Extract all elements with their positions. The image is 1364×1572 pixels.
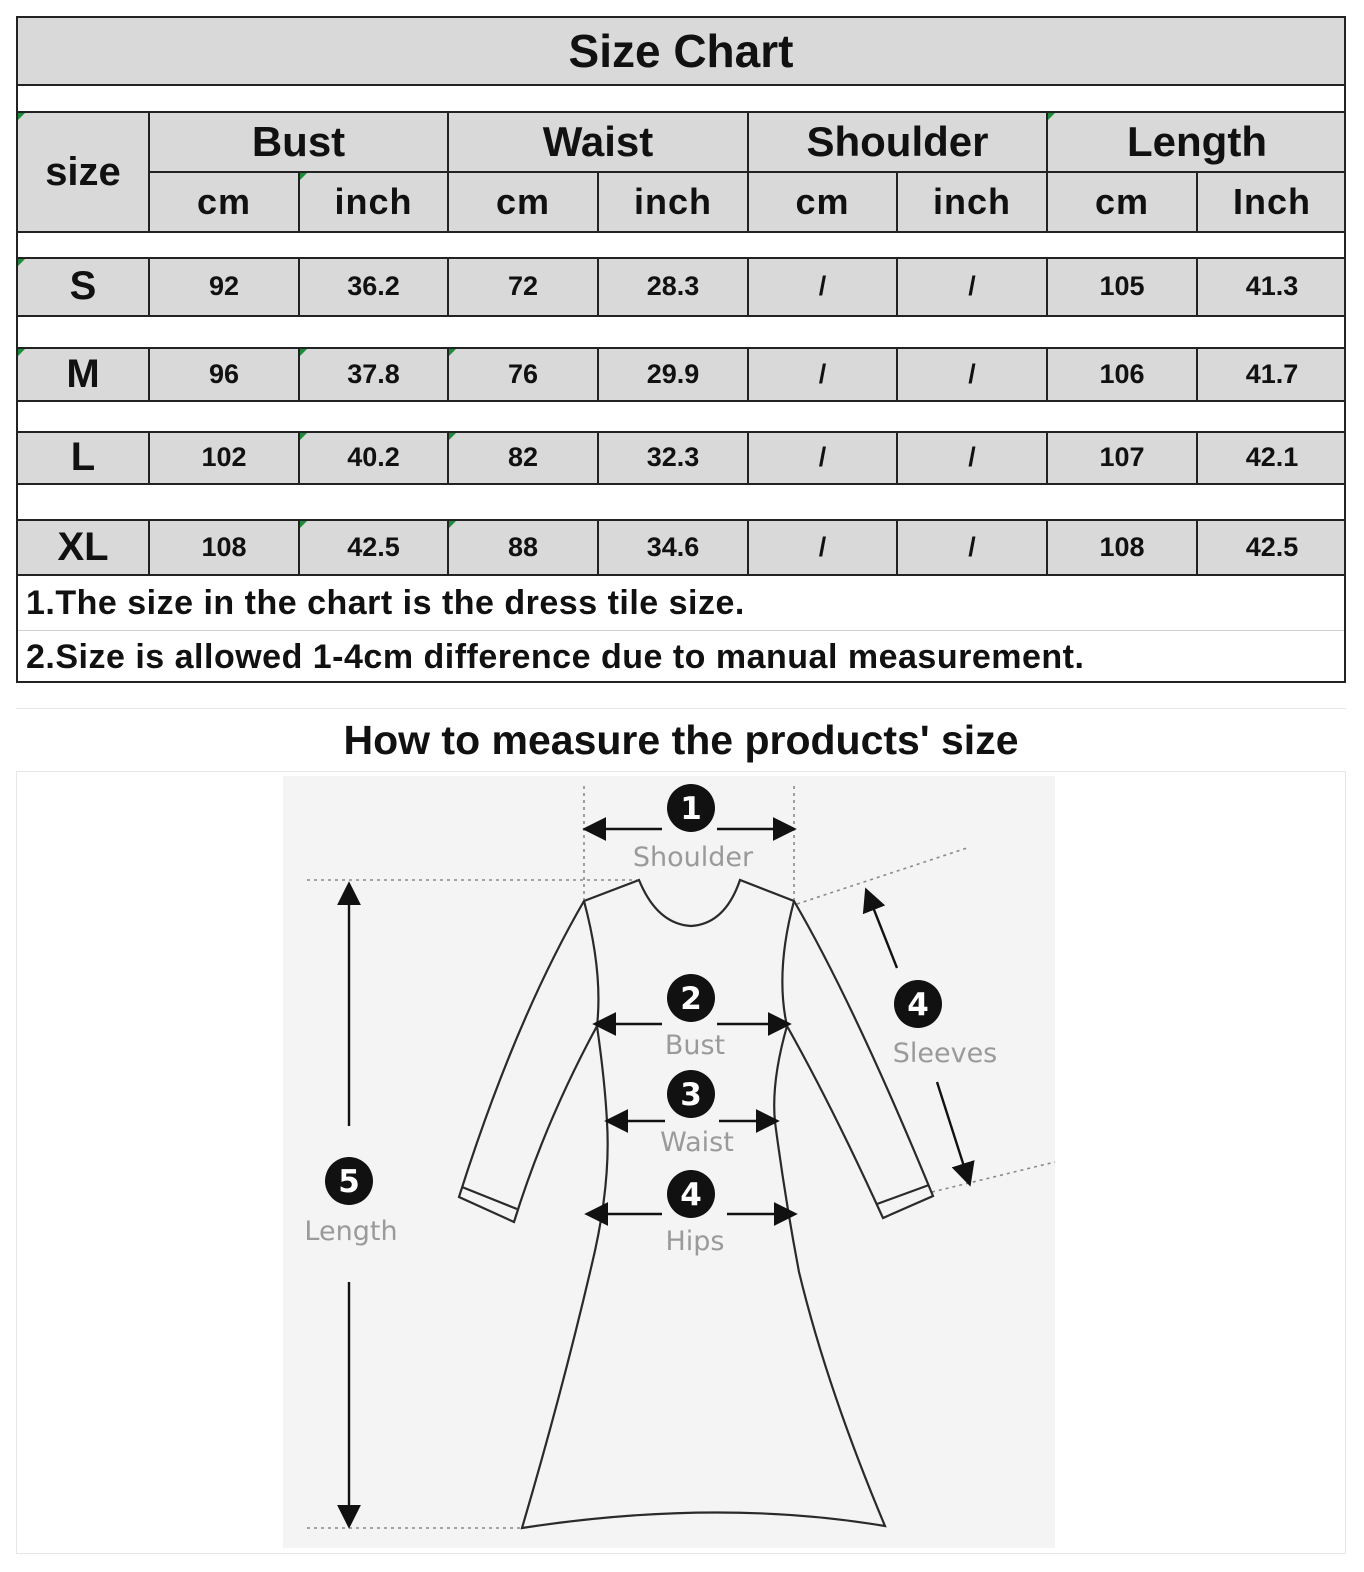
badge-hips-icon xyxy=(667,1170,715,1218)
measurement-diagram xyxy=(16,772,1346,1554)
unit-length-inch: Inch xyxy=(1232,181,1311,222)
header-size: size xyxy=(45,149,121,194)
header-bust: Bust xyxy=(251,118,346,165)
table-cell: 105 xyxy=(1099,271,1145,301)
how-to-measure-title: How to measure the products' size xyxy=(16,708,1346,772)
unit-waist-cm: cm xyxy=(495,181,551,222)
table-cell: / xyxy=(968,271,976,301)
table-cell: 96 xyxy=(208,358,240,389)
table-cell: 34.6 xyxy=(646,531,700,562)
table-cell: 107 xyxy=(1099,442,1145,472)
label-shoulder: Shoulder xyxy=(632,842,754,873)
table-cell: 36.2 xyxy=(347,271,400,301)
table-cell: 37.8 xyxy=(347,358,400,389)
row-size-label: S xyxy=(69,264,97,308)
row-size-label: L xyxy=(70,435,96,479)
table-cell: 82 xyxy=(507,442,539,472)
table-cell: 29.9 xyxy=(646,358,700,389)
unit-length-cm: cm xyxy=(1094,181,1150,222)
table-cell: 108 xyxy=(1099,531,1145,562)
table-cell: 106 xyxy=(1099,358,1145,389)
table-cell: 28.3 xyxy=(646,271,700,301)
table-cell: 88 xyxy=(507,531,539,562)
badge-waist-icon xyxy=(667,1070,715,1118)
badge-length-icon xyxy=(325,1157,373,1205)
chart-title: Size Chart xyxy=(568,25,794,77)
badge-sleeves-icon xyxy=(894,980,942,1028)
dress-diagram xyxy=(17,772,1345,1553)
label-bust: Bust xyxy=(664,1030,726,1061)
table-cell: / xyxy=(968,442,976,472)
svg-text:4: 4 xyxy=(680,1177,702,1213)
header-shoulder: Shoulder xyxy=(806,118,989,165)
table-cell: / xyxy=(818,442,827,472)
table-cell: / xyxy=(818,358,827,389)
diagram-background xyxy=(283,776,1055,1548)
svg-text:3: 3 xyxy=(680,1077,702,1113)
size-chart-table xyxy=(16,16,1346,683)
table-cell: 41.7 xyxy=(1245,358,1299,389)
row-size-label: M xyxy=(66,351,100,396)
badge-shoulder-icon xyxy=(667,784,715,832)
svg-text:2: 2 xyxy=(680,981,702,1017)
row-size-label: XL xyxy=(57,524,109,569)
table-cell: 72 xyxy=(507,271,539,301)
table-cell: 40.2 xyxy=(347,442,400,472)
table-cell: 42.5 xyxy=(347,531,400,562)
label-waist: Waist xyxy=(660,1127,734,1158)
label-sleeves: Sleeves xyxy=(892,1038,998,1069)
label-hips: Hips xyxy=(665,1226,725,1257)
table-cell: 32.3 xyxy=(646,442,700,472)
label-length: Length xyxy=(304,1216,398,1247)
table-cell: / xyxy=(968,531,976,562)
unit-bust-cm: cm xyxy=(196,181,252,222)
svg-text:1: 1 xyxy=(680,791,702,827)
note-2: 2.Size is allowed 1-4cm difference due to manual measurement. xyxy=(26,637,1085,676)
table-cell: 76 xyxy=(507,358,539,389)
header-waist: Waist xyxy=(542,118,654,165)
table-cell: / xyxy=(818,271,827,301)
svg-text:4: 4 xyxy=(907,987,929,1023)
unit-shoulder-cm: cm xyxy=(795,181,850,222)
unit-bust-inch: inch xyxy=(334,181,413,222)
table-cell: 92 xyxy=(208,271,240,301)
table-cell: 108 xyxy=(201,531,247,562)
table-cell: 42.1 xyxy=(1245,442,1299,472)
table-cell: / xyxy=(968,358,976,389)
unit-waist-inch: inch xyxy=(633,181,712,222)
badge-bust-icon xyxy=(667,974,715,1022)
table-cell: / xyxy=(818,531,827,562)
table-cell: 102 xyxy=(201,442,247,472)
table-cell: 41.3 xyxy=(1245,271,1299,301)
svg-text:5: 5 xyxy=(338,1164,360,1200)
table-cell: 42.5 xyxy=(1245,531,1299,562)
note-1: 1.The size in the chart is the dress tile size. xyxy=(26,583,745,622)
header-length: Length xyxy=(1127,118,1267,165)
unit-shoulder-inch: inch xyxy=(932,181,1011,222)
